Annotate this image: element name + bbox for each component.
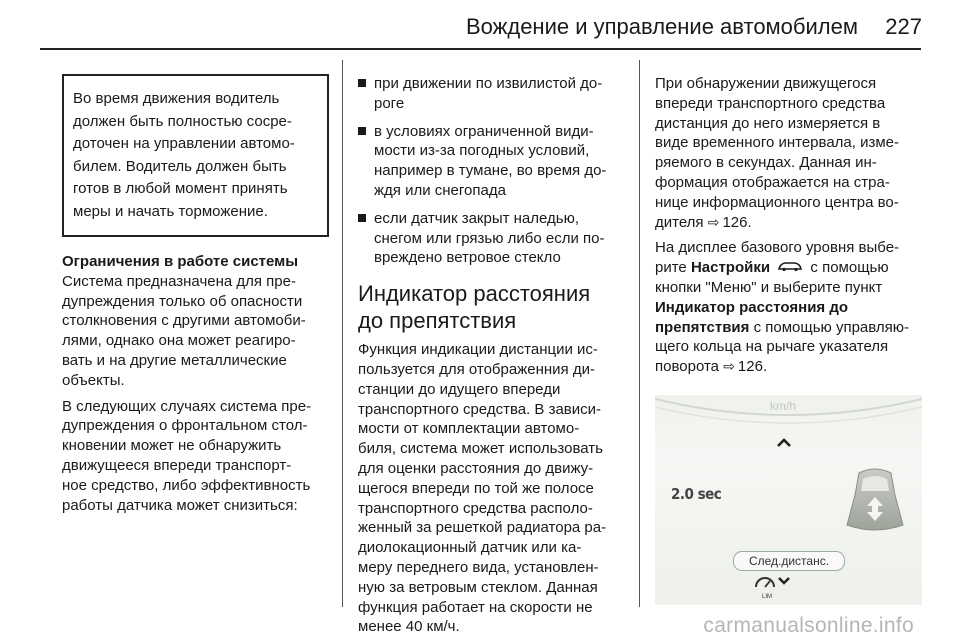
list-item: если датчик закрыт наледью, снегом или грязью либо если по- вреждено ветровое стекло	[358, 209, 628, 268]
chevron-up-icon	[776, 435, 792, 453]
vehicle-ahead-icon	[845, 465, 905, 542]
subheading-system-limits: Ограничения в работе системы	[62, 253, 299, 270]
watermark: carmanualsonline.info	[703, 614, 914, 637]
lim-text: LIM	[762, 594, 773, 601]
column-2	[358, 60, 628, 637]
cross-reference-link[interactable]: ⇨ 126.	[723, 358, 767, 375]
instrument-display-illustration	[655, 395, 922, 605]
paragraph-limits: Система предназначена для пре- дупреждения только об опасности столкновения с другими автомоби- лями, однако она может реагиро- вать и на другие металлические объекты.	[62, 272, 306, 389]
column-3	[655, 60, 922, 605]
distance-label: След.дистанс.	[733, 551, 845, 571]
paragraph-cases: В следующих случаях система пре- дупреждения о фронтальном стол- кновении может не обнаружить движущееся впереди транспорт- ное средство, либо эффективность работы датчика может снизиться:	[62, 397, 312, 514]
column-divider	[639, 60, 640, 607]
paragraph-settings: На дисплее базового уровня выбе- рите Настройки с помощью кнопки "Меню" и выберите пункт Индикатор расстояния до препятствия с помощью управляю- щего кольца на рычаге указателя поворота ⇨ 126.	[655, 238, 922, 377]
warning-text: Во время движения водитель должен быть полностью сосре- доточен на управлении автомо- билем. Водитель должен быть готов в любой момент принять меры и начать торможение.	[73, 90, 295, 220]
header-title: Вождение и управление автомобилем	[465, 14, 858, 39]
bullet-list	[358, 74, 628, 268]
column-1	[62, 60, 329, 515]
column-divider	[342, 60, 343, 607]
list-item: в условиях ограниченной види- мости из-за погодных условий, например в тумане, во время до- ждя или снегопада	[358, 122, 628, 201]
paragraph-measurement: При обнаружении движущегося впереди транспортного средства дистанция до него измеряется в виде временного интервала, изме- ряемого в секундах. Данная ин- формация отображается на стра- нице информационного центра во- дителя ⇨ 126.	[655, 74, 922, 232]
settings-label: Настройки	[690, 259, 771, 277]
warning-box	[62, 74, 329, 237]
following-time: 2.0 sec	[671, 485, 722, 504]
speed-unit: km/h	[770, 399, 797, 414]
paragraph-distance-function: Функция индикации дистанции ис- пользуется для отображенния ди- станции до идущего впереди транспортного средства. В зависи- мости от комплектации автомо- биля, система может использовать для оценки расстояния до движу- щегося впереди по той же полосе транспортного средства располо- женный за решеткой радиатора ра- диолокационный датчик или ка- меру переднего вида, установлен- ную за ветровым стеклом. Данная функция работает на скорости не менее 40 км/ч.	[358, 341, 607, 636]
speed-limiter-icon	[753, 573, 793, 605]
cross-reference-link[interactable]: ⇨ 126.	[708, 214, 752, 231]
section-heading: Индикатор расстояния до препятствия	[358, 281, 591, 334]
page-number: 227	[885, 14, 922, 39]
list-item: при движении по извилистой до- роге	[358, 74, 628, 114]
car-settings-icon	[777, 258, 803, 278]
header-rule	[40, 48, 921, 50]
